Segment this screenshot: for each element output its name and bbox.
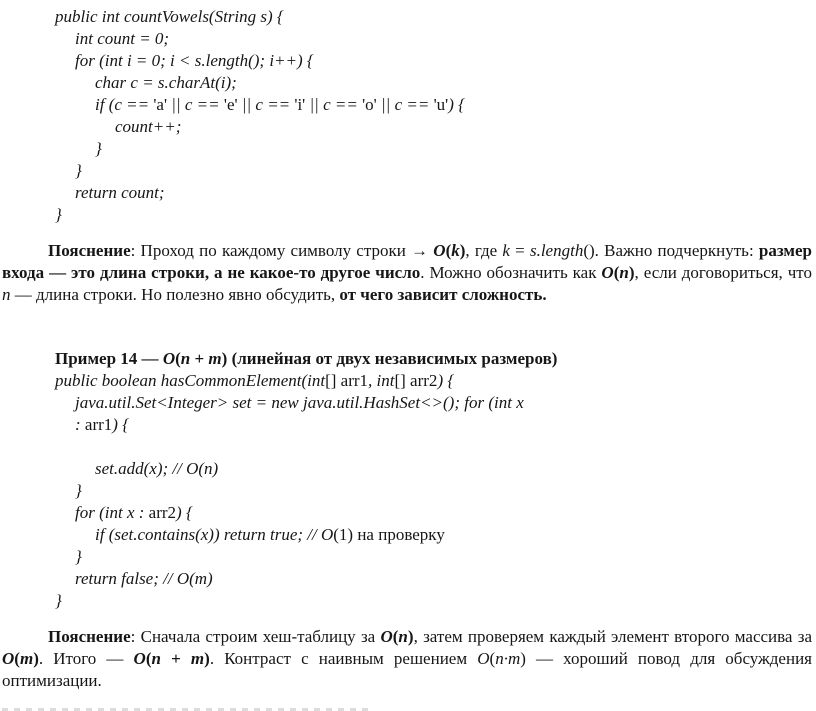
text-segment: n: [180, 349, 191, 368]
text-segment: (). Важно подчеркнуть:: [583, 241, 759, 260]
code-line: [55, 546, 816, 568]
text-segment: m: [19, 649, 34, 668]
text-segment: +: [160, 649, 191, 668]
text-segment: n: [398, 627, 408, 646]
code-line: [55, 392, 816, 414]
text-segment: }: [75, 547, 82, 566]
code-line: [55, 72, 816, 94]
text-segment: Пояснение: [48, 627, 131, 646]
code-block-count-vowels: [55, 6, 816, 226]
text-segment: || c ==: [305, 95, 363, 114]
text-segment: count++;: [115, 117, 182, 136]
text-segment: O: [2, 649, 15, 668]
code-line: [55, 28, 816, 50]
text-segment: public int countVowels(String s) {: [55, 7, 284, 26]
text-segment: n: [2, 285, 11, 304]
example-14-heading: [55, 348, 816, 370]
code-line: [55, 204, 816, 226]
text-segment: — хороший повод для обсуждения оптимизации.: [2, 649, 812, 690]
text-segment: (1) на проверку: [333, 525, 445, 544]
code-line: [55, 50, 816, 72]
text-segment: java.util.Set<Integer> set = new java.util.HashSet<>(); for (int x: [75, 393, 524, 412]
text-segment: ) {: [176, 503, 193, 522]
text-segment: }: [55, 205, 62, 224]
code-line: [55, 436, 816, 458]
text-segment: (: [613, 263, 620, 282]
code-line: [55, 568, 816, 590]
text-segment: n: [151, 649, 161, 668]
code-block-has-common-element: [55, 370, 816, 612]
text-segment: 'e': [223, 95, 238, 114]
text-segment: , где: [465, 241, 503, 260]
text-segment: m: [190, 649, 205, 668]
text-segment: public boolean hasCommonElement(int: [55, 371, 326, 390]
text-segment: O: [380, 627, 393, 646]
text-segment: ): [33, 649, 39, 668]
text-segment: [] arr2: [394, 371, 438, 390]
text-segment: for (int i = 0; i < s.length(); i++) {: [75, 51, 314, 70]
text-segment: , если договориться, что: [634, 263, 812, 282]
text-segment: O: [162, 349, 176, 368]
text-segment: O: [133, 649, 146, 668]
text-segment: int count = 0;: [75, 29, 170, 48]
text-segment: : Сначала строим хеш-таблицу за: [130, 627, 381, 646]
text-segment: ): [204, 649, 210, 668]
text-segment: set.add(x); // O(n): [95, 459, 219, 478]
text-segment: Пояснение: [48, 241, 131, 260]
text-segment: n: [619, 263, 629, 282]
text-segment: }: [95, 139, 102, 158]
text-segment: || c ==: [237, 95, 295, 114]
text-segment: . Можно обозначить как: [420, 263, 602, 282]
text-segment: ): [407, 627, 414, 646]
text-segment: if (set.contains(x)) return true; // O: [95, 525, 334, 544]
code-line: [55, 590, 816, 612]
text-segment: (: [392, 627, 399, 646]
text-segment: || c ==: [376, 95, 434, 114]
text-segment: }: [55, 591, 62, 610]
text-segment: n·m: [495, 649, 521, 668]
text-segment: m: [208, 349, 222, 368]
code-line: [55, 502, 816, 524]
text-segment: k: [502, 241, 510, 260]
explanation-paragraph-2: [0, 626, 816, 692]
text-segment: 'o': [362, 95, 377, 114]
code-line: [55, 524, 816, 546]
text-segment: ): [520, 649, 526, 668]
text-segment: if (c ==: [95, 95, 154, 114]
text-segment: от чего зависит сложность.: [339, 285, 547, 304]
code-line: [55, 138, 816, 160]
text-segment: (: [489, 649, 496, 668]
text-segment: [] arr1: [325, 371, 369, 390]
text-segment: ): [628, 263, 635, 282]
text-segment: (: [145, 649, 152, 668]
code-line: [55, 480, 816, 502]
text-segment: =: [509, 241, 530, 260]
text-segment: s.length: [529, 241, 584, 260]
text-segment: ): [459, 241, 466, 260]
text-segment: k: [451, 241, 460, 260]
code-line: [55, 160, 816, 182]
text-segment: Пример 14 —: [55, 349, 163, 368]
text-segment: O: [477, 649, 490, 668]
text-segment: O: [601, 263, 614, 282]
text-segment: return false; // O(m): [75, 569, 213, 588]
text-segment: . Итого —: [38, 649, 134, 668]
explanation-paragraph-1: [0, 240, 816, 306]
code-line: [55, 370, 816, 392]
text-segment: return count;: [75, 183, 165, 202]
code-line: [55, 116, 816, 138]
text-segment: +: [190, 349, 209, 368]
text-segment: (: [445, 241, 452, 260]
text-segment: arr1: [84, 415, 113, 434]
text-segment: }: [75, 161, 82, 180]
text-segment: :: [75, 415, 85, 434]
text-segment: O: [433, 241, 446, 260]
text-segment: char c = s.charAt(i);: [95, 73, 237, 92]
code-line: [55, 182, 816, 204]
text-segment: ) {: [112, 415, 130, 434]
text-segment: 'i': [294, 95, 306, 114]
code-line: [55, 414, 816, 436]
text-segment: for (int x :: [75, 503, 149, 522]
text-segment: 'u': [433, 95, 449, 114]
text-segment: }: [75, 481, 82, 500]
text-segment: ) {: [448, 95, 465, 114]
text-segment: — длина строки. Но полезно явно обсудить,: [10, 285, 340, 304]
code-line: [55, 94, 816, 116]
text-segment: размер входа — это длина строки, а не какое-то другое число: [2, 241, 812, 282]
text-segment: , затем проверяем каждый элемент второго массива за: [413, 627, 812, 646]
text-segment: (: [175, 349, 181, 368]
text-segment: : Проход по каждому символу строки →: [130, 241, 434, 260]
text-segment: || c ==: [167, 95, 224, 114]
text-segment: 'a': [153, 95, 168, 114]
text-segment: arr2: [148, 503, 177, 522]
code-line: [55, 6, 816, 28]
code-line: [55, 458, 816, 480]
text-segment: (линейная от двух независимых размеров): [227, 349, 558, 368]
text-segment: . Контраст с наивным решением: [209, 649, 478, 668]
text-segment: ): [221, 349, 228, 368]
text-segment: , int: [368, 371, 395, 390]
text-segment: (: [14, 649, 20, 668]
text-segment: ) {: [437, 371, 455, 390]
